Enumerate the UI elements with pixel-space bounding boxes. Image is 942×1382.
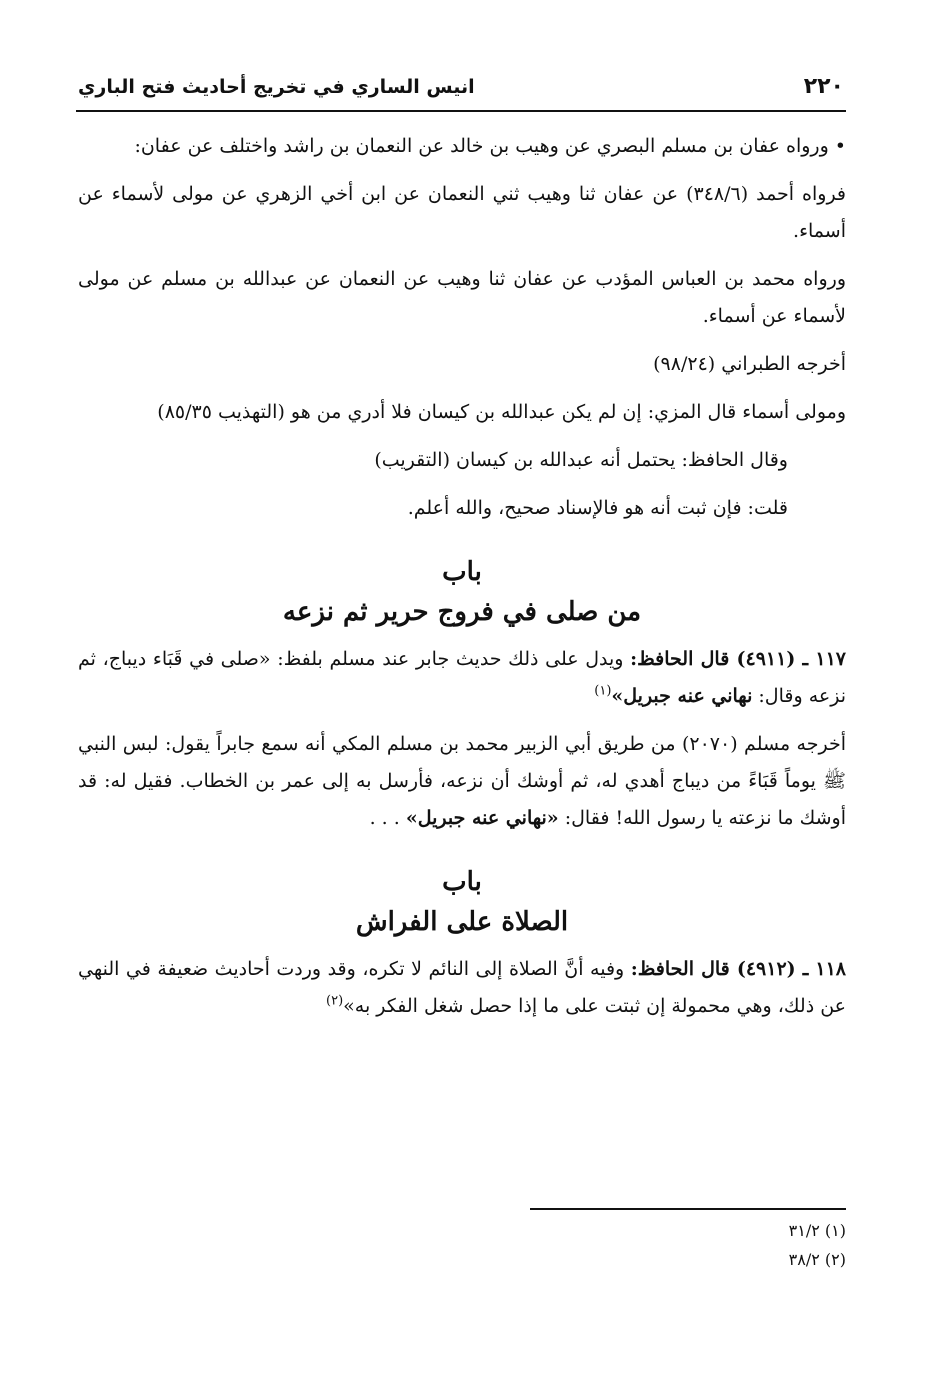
takhrij-end: . . . [369,807,400,829]
paragraph-4: أخرجه الطبراني (٩٨/٢٤) [653,353,846,375]
paragraph-3: ورواه محمد بن العباس المؤدب عن عفان ثنا وهيب عن النعمان عن عبدالله بن مسلم عن مولى لأسماء عن أسماء. [78,268,846,327]
takhrij-117 [78,726,846,837]
chapter-title: الصلاة على الفراش [355,907,569,937]
running-title: انيس الساري في تخريج أحاديث فتح الباري [78,76,475,98]
page-body [78,128,846,1036]
paragraph-6: وقال الحافظ: يحتمل أنه عبدالله بن كيسان (التقريب) [374,449,788,471]
footnote-ref-2: (٢) [326,993,344,1009]
paragraph-7: قلت: فإن ثبت أنه هو فالإسناد صحيح، والله أعلم. [407,497,788,519]
paragraph-1: • ورواه عفان بن مسلم البصري عن وهيب بن خالد عن النعمان بن راشد واختلف عن عفان: [134,135,846,157]
hadith-number: ١١٧ ـ (٤٩١١) قال الحافظ: [630,648,846,670]
hadith-117 [78,641,846,715]
page-header [76,70,846,112]
hadith-quote: «صلى في قَبَاء ديباج، ثم نزعه وقال: [78,648,846,707]
footnote-number: (١) [824,1221,846,1240]
footnote-ref-1: (١) [594,683,612,699]
hadith-text: وفيه أنَّ الصلاة إلى النائم لا تكره، وقد وردت أحاديث ضعيفة في النهي عن ذلك، وهي محمولة إن ثبتت على ما إذا حصل شغل الفكر به» [78,958,846,1017]
page-number: ٢٢٠ [803,74,844,99]
footnote-number: (٢) [824,1250,846,1269]
chapter-heading-1 [78,553,846,633]
footnotes [530,1208,846,1274]
takhrij-quote: «نهاني عنه جبريل» [405,807,559,829]
chapter-heading-2 [78,863,846,943]
chapter-label: باب [442,867,482,897]
footnote-text: ٣١/٢ [788,1221,820,1240]
hadith-number: ١١٨ ـ (٤٩١٢) قال الحافظ: [630,958,846,980]
footnote-2 [530,1245,846,1274]
hadith-text: ويدل على ذلك حديث جابر عند مسلم بلفظ: [277,648,624,670]
chapter-title: من صلى في فروج حرير ثم نزعه [282,597,642,627]
hadith-quote-bold: نهاني عنه جبريل» [611,685,753,707]
paragraph-5: ومولى أسماء قال المزي: إن لم يكن عبدالله بن كيسان فلا أدري من هو (التهذيب ٨٥/٣٥) [157,401,846,423]
hadith-118 [78,951,846,1025]
footnote-1 [530,1216,846,1245]
takhrij-text: أخرجه مسلم (٢٠٧٠) من طريق أبي الزبير محمد بن مسلم المكي أنه سمع جابراً يقول: لبس النبي ﷺ يوماً قَبَاءً من ديباج أهدي له، ثم أوشك أن نزعه، فأرسل به إلى عمر بن الخطاب. فقيل له: قد أوشك ما نزعته يا رسول الله! فقال: [78,733,846,829]
paragraph-2: فرواه أحمد (٣٤٨/٦) عن عفان ثنا وهيب ثني النعمان عن ابن أخي الزهري عن مولى لأسماء عن أسماء. [78,183,847,242]
chapter-label: باب [442,557,482,587]
footnote-text: ٣٨/٢ [788,1250,820,1269]
